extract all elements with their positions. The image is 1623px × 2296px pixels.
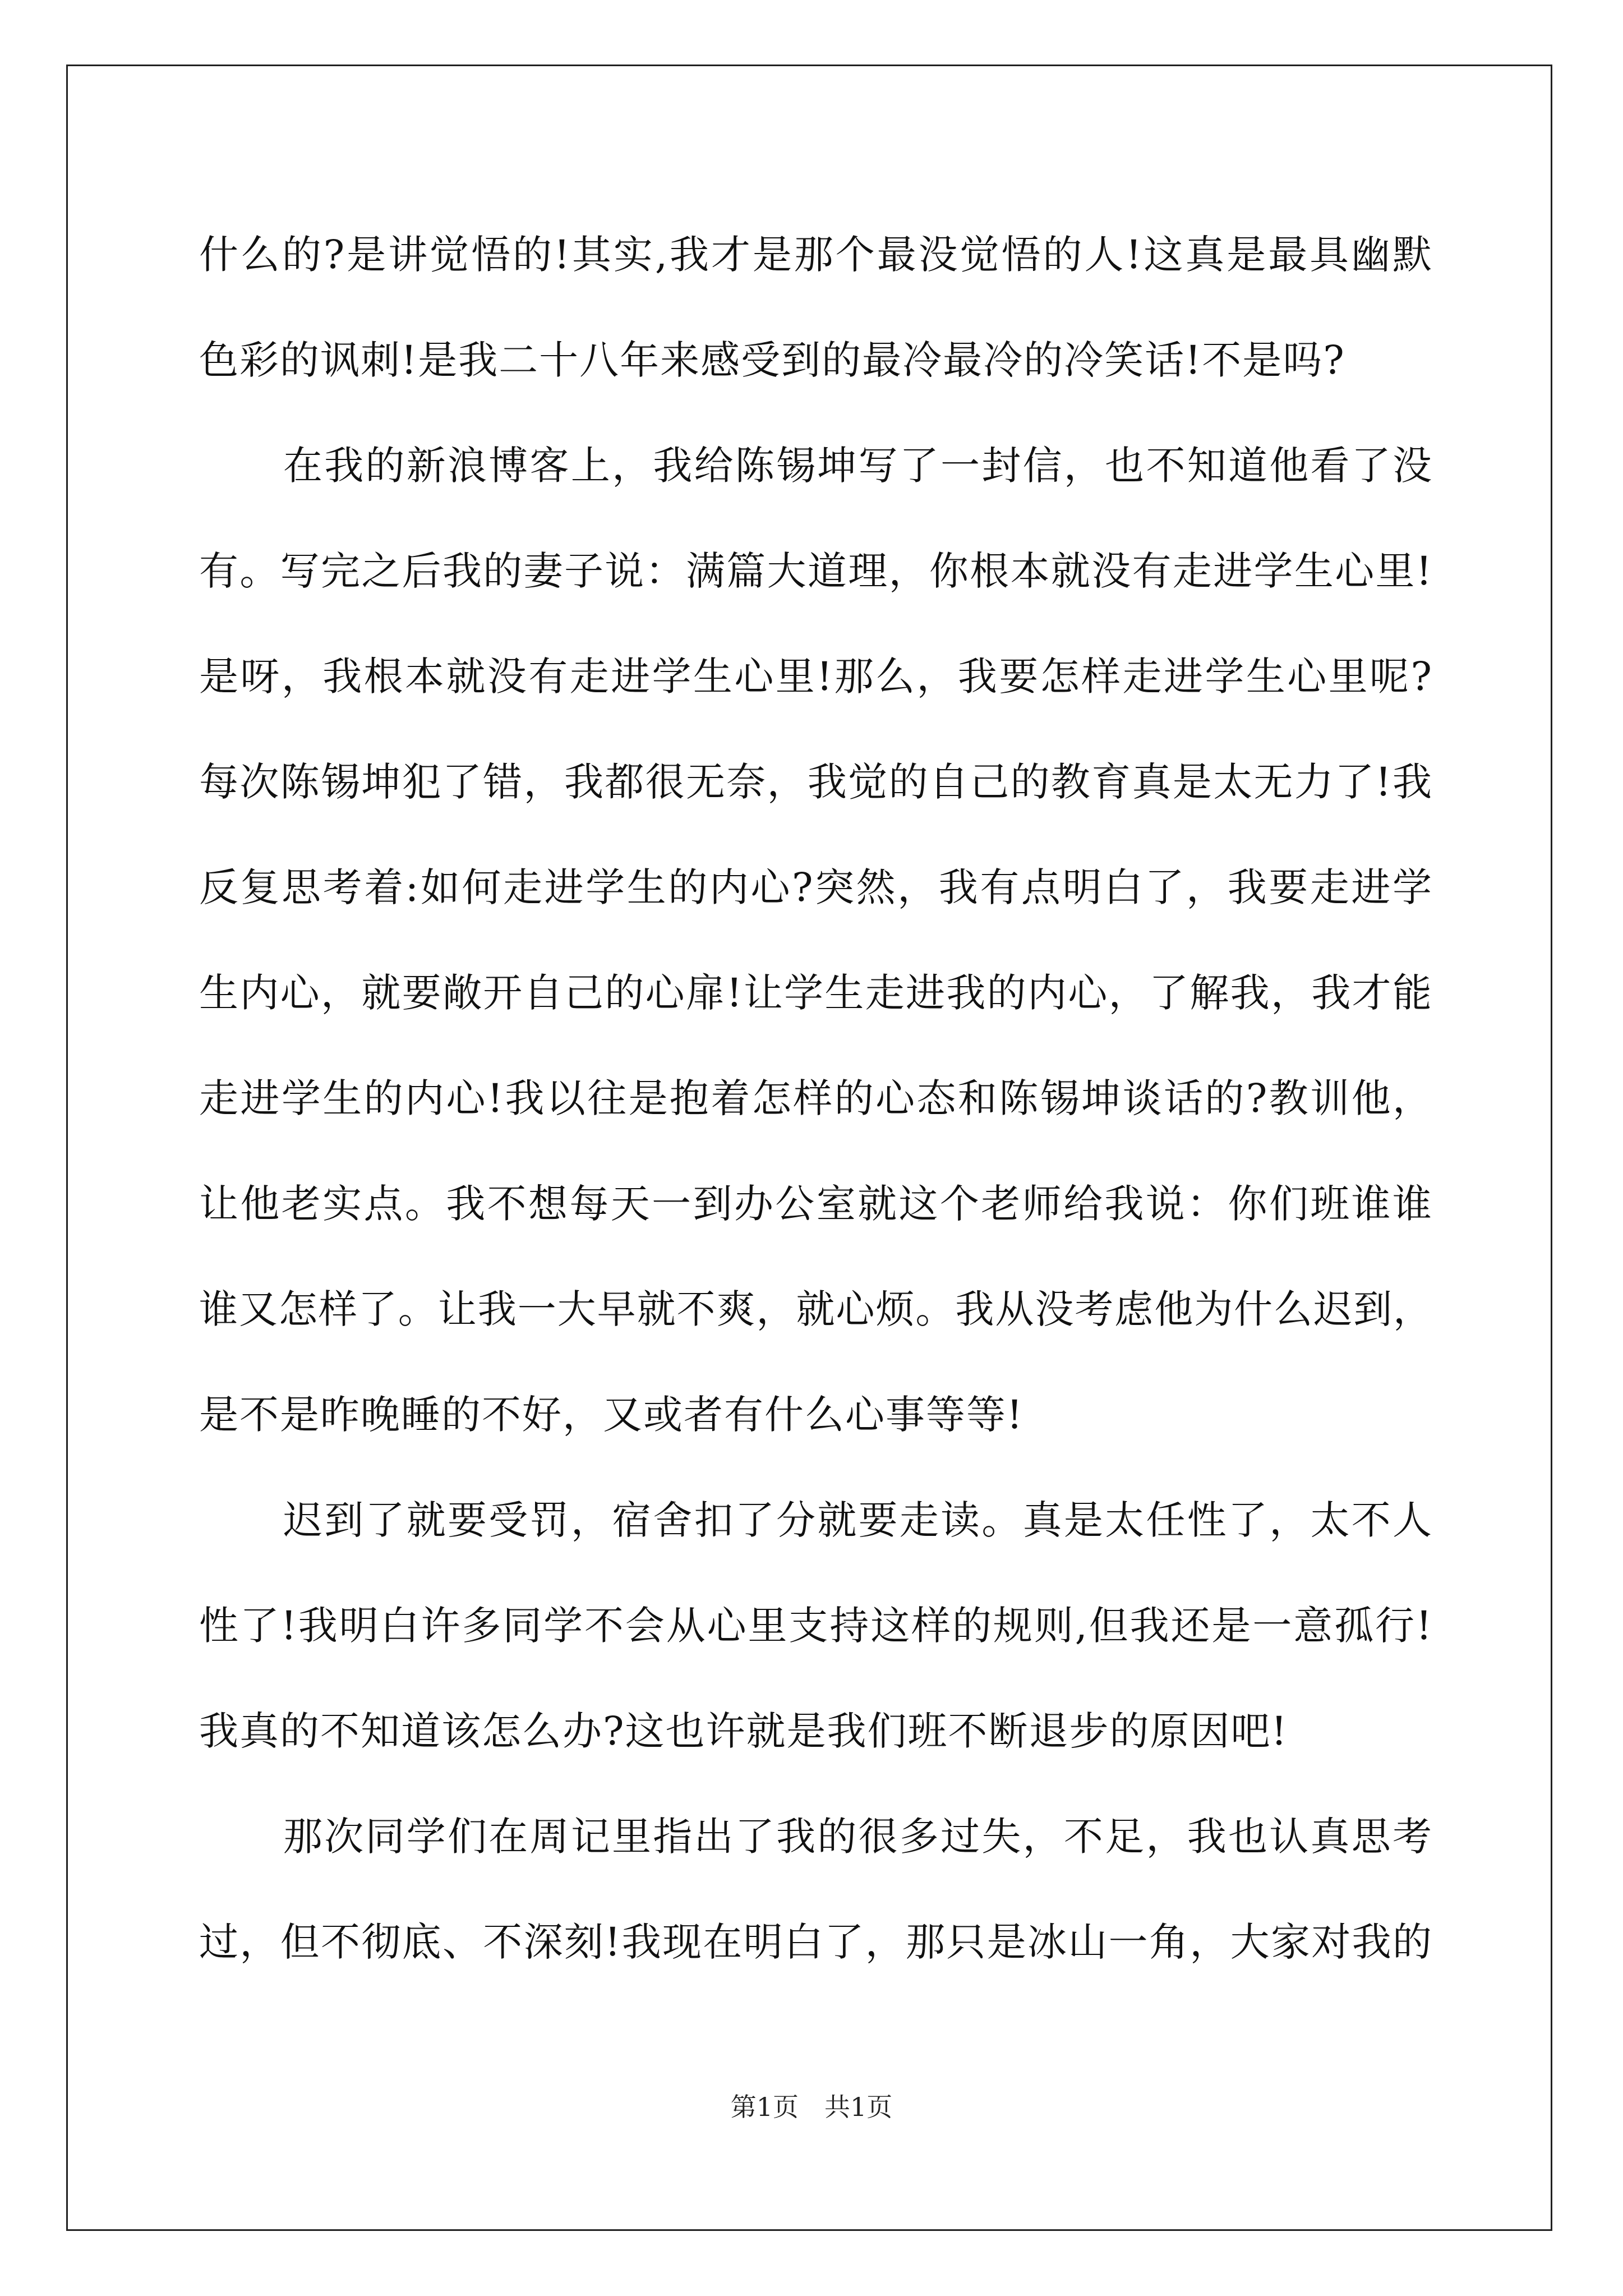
paragraph-first-line: 那次同学们在周记里指出了我的很多过失，不足，我也认真思考	[283, 1814, 1433, 1860]
document-body	[199, 202, 1433, 1995]
text-line: 有。写完之后我的妻子说：满篇大道理，你根本就没有走进学生心里!	[199, 548, 1433, 594]
text-line: 每次陈锡坤犯了错，我都很无奈，我觉的自己的教育真是太无力了!我	[199, 759, 1433, 805]
text-line: 性了!我明白许多同学不会从心里支持这样的规则,但我还是一意孤行!	[199, 1603, 1433, 1649]
paragraph-first-line: 在我的新浪博客上，我给陈锡坤写了一封信，也不知道他看了没	[283, 443, 1433, 489]
paragraph-first-line: 迟到了就要受罚，宿舍扣了分就要走读。真是太任性了，太不人	[283, 1497, 1433, 1543]
text-line: 走进学生的内心!我以往是抱着怎样的心态和陈锡坤谈话的?教训他，	[199, 1075, 1433, 1121]
text-line: 什么的?是讲觉悟的!其实,我才是那个最没觉悟的人!这真是最具幽默	[199, 232, 1433, 278]
text-line: 过，但不彻底、不深刻!我现在明白了，那只是冰山一角，大家对我的	[199, 1919, 1433, 1965]
page-number-label: 第1页 共1页	[730, 2092, 893, 2122]
text-line: 是呀，我根本就没有走进学生心里!那么，我要怎样走进学生心里呢?	[199, 654, 1433, 700]
page-footer	[0, 2087, 1623, 2124]
text-line: 是不是昨晚睡的不好，又或者有什么心事等等!	[199, 1392, 1024, 1438]
text-line: 反复思考着:如何走进学生的内心?突然，我有点明白了，我要走进学	[199, 864, 1433, 910]
text-line: 生内心，就要敞开自己的心扉!让学生走进我的内心，了解我，我才能	[199, 970, 1433, 1016]
text-line: 我真的不知道该怎么办?这也许就是我们班不断退步的原因吧!	[199, 1708, 1288, 1754]
text-line: 色彩的讽刺!是我二十八年来感受到的最冷最冷的冷笑话!不是吗?	[199, 337, 1345, 383]
text-line: 让他老实点。我不想每天一到办公室就这个老师给我说：你们班谁谁	[199, 1181, 1433, 1227]
text-line: 谁又怎样了。让我一大早就不爽，就心烦。我从没考虑他为什么迟到，	[199, 1286, 1433, 1332]
